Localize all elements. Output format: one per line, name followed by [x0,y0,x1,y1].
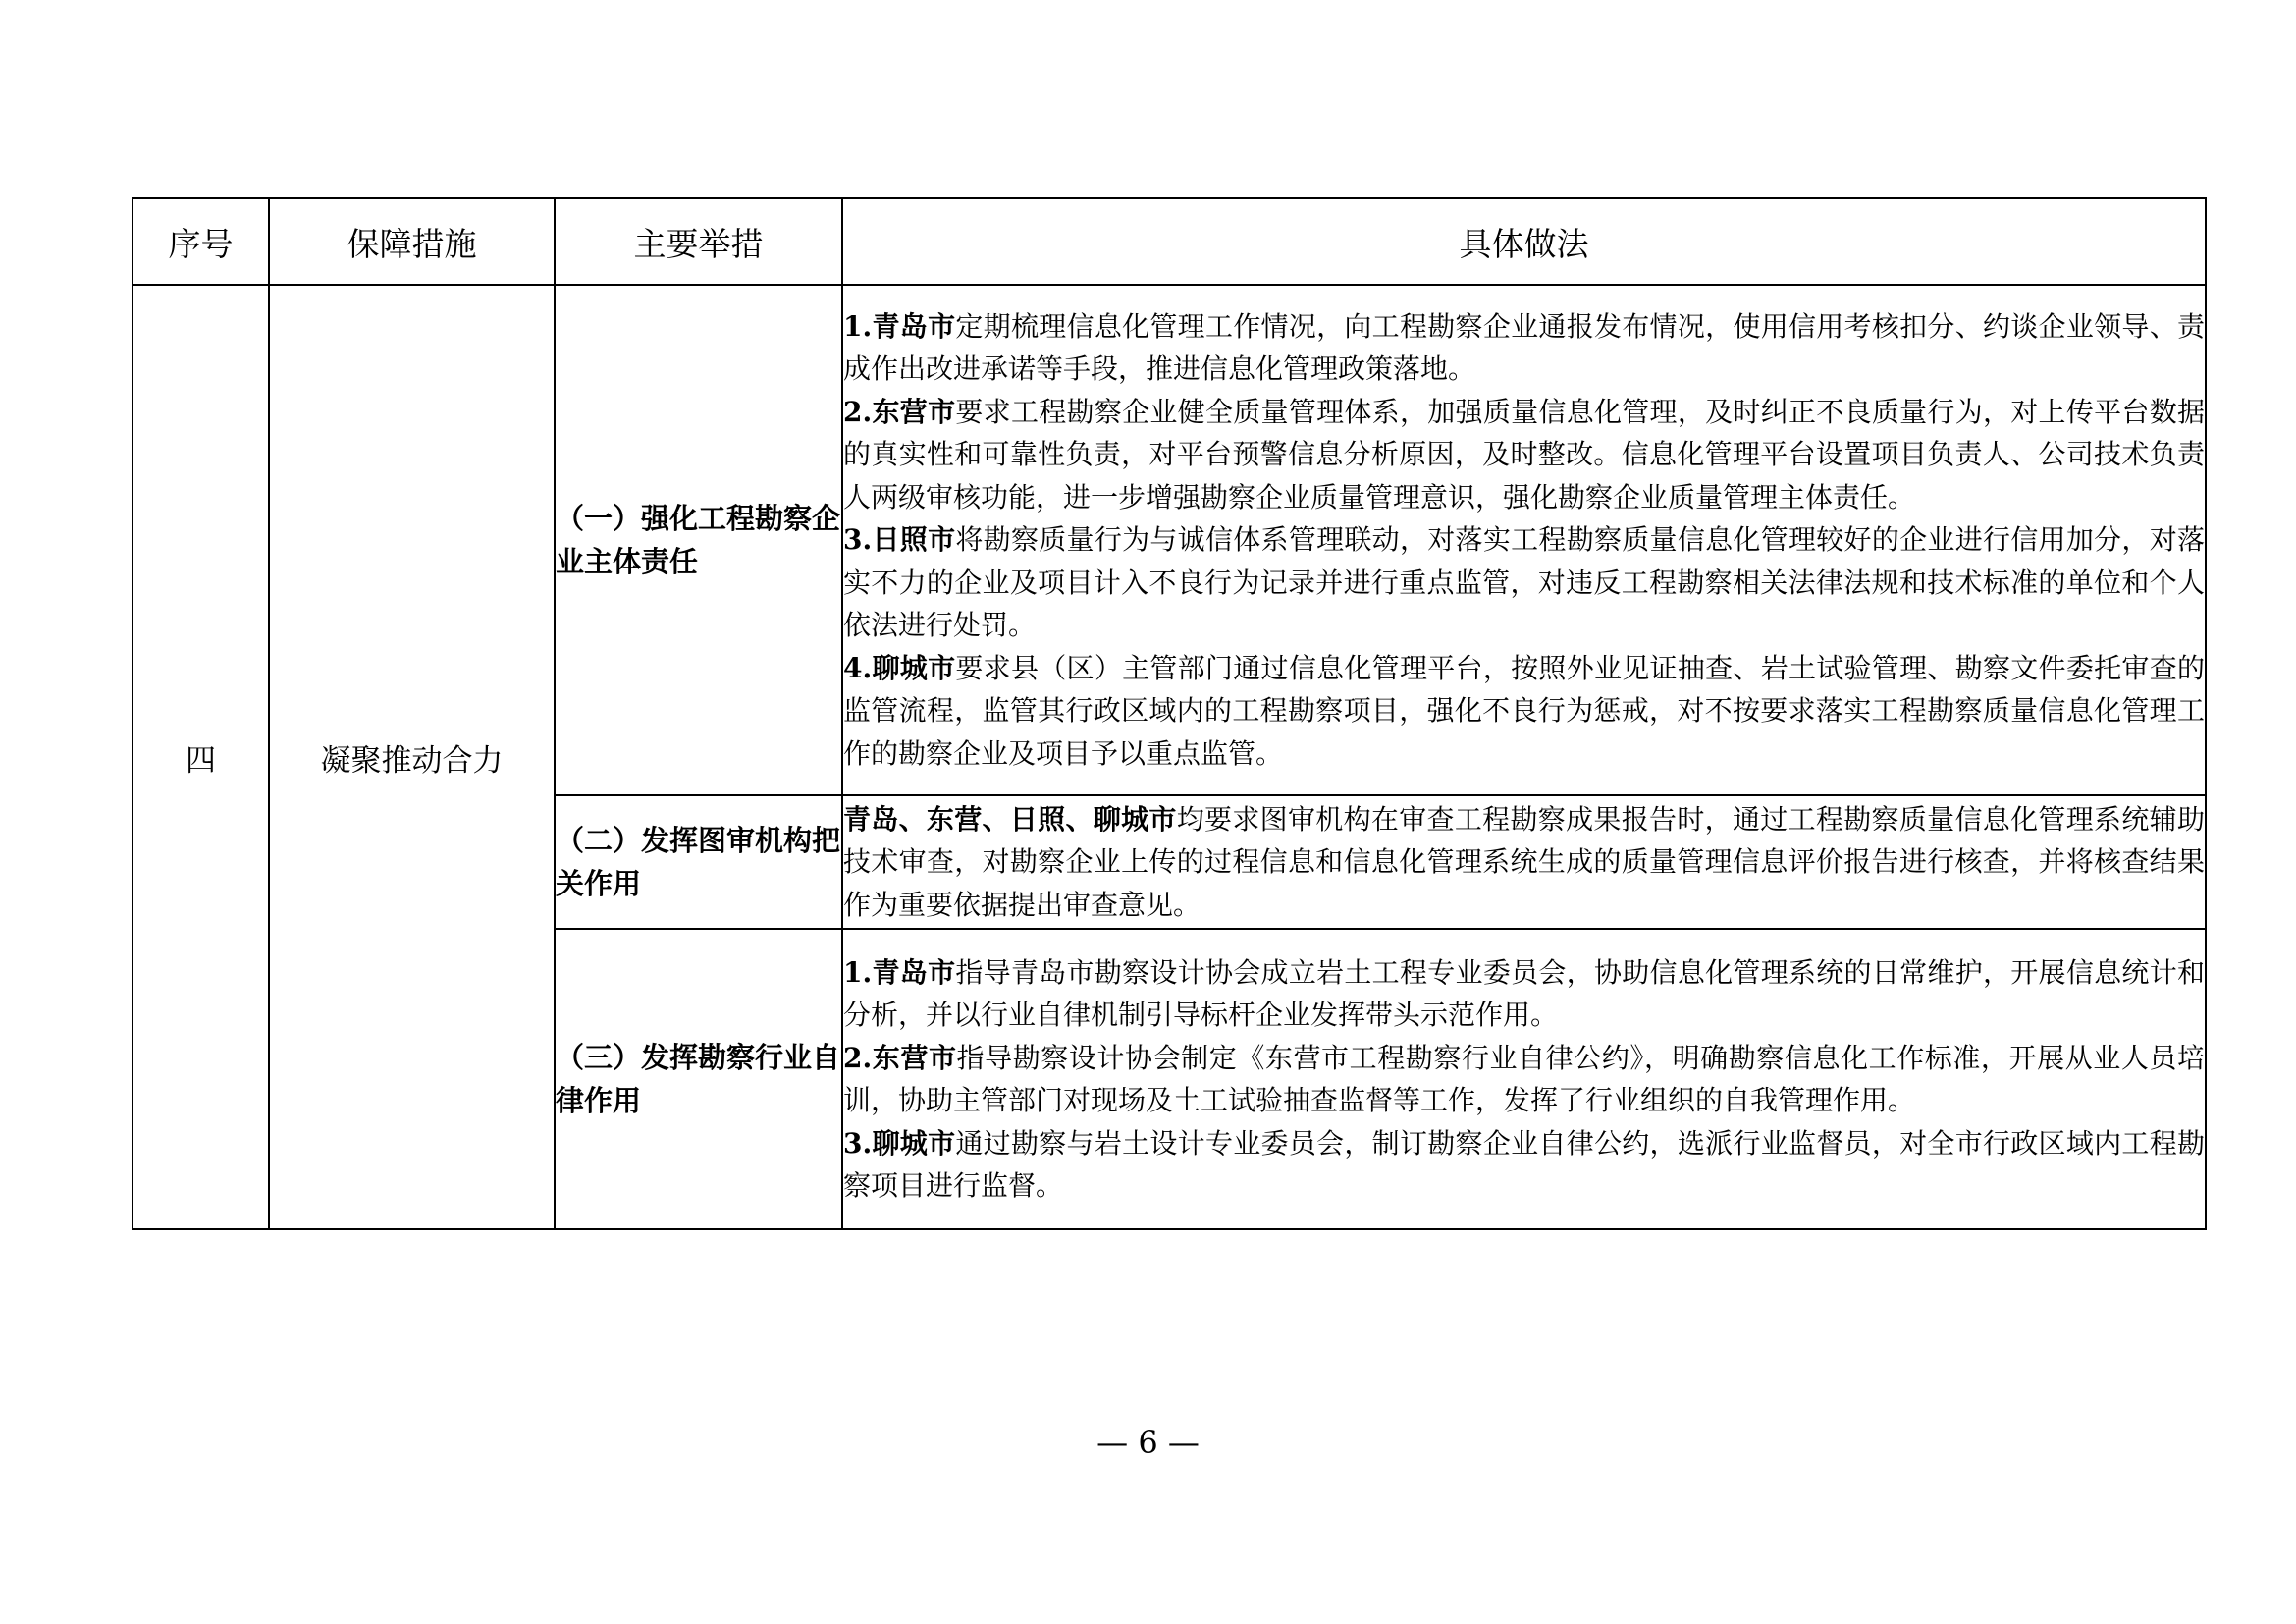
detail-point [843,798,2205,927]
detail-point [843,951,2205,1037]
point-city: 青岛市 [872,309,956,343]
header-row [133,198,2206,285]
point-city: 东营市 [872,1041,957,1074]
point-number: 4. [843,651,873,684]
detail-point [843,305,2205,391]
point-text: 要求工程勘察企业健全质量管理体系，加强质量信息化管理，及时纠正不良质量行为，对上传平台数据的真实性和可靠性负责，对平台预警信息分析原因，及时整改。信息化管理平台设置项目负责人、公司技术负责人两级审核功能，进一步增强勘察企业质量管理意识，强化勘察企业质量管理主体责任。 [843,395,2205,514]
table-row [133,285,2206,795]
point-text: 指导勘察设计协会制定《东营市工程勘察行业自律公约》，明确勘察信息化工作标准，开展从业人员培训，协助主管部门对现场及土工试验抽查监督等工作，发挥了行业组织的自我管理作用。 [843,1041,2205,1116]
header-measure: 主要举措 [555,198,842,285]
detail-point [843,647,2205,776]
detail-point [843,1122,2205,1208]
point-text: 指导青岛市勘察设计协会成立岩土工程专业委员会，协助信息化管理系统的日常维护，开展信息统计和分析，并以行业自律机制引导标杆企业发挥带头示范作用。 [843,955,2205,1031]
point-number: 1. [843,955,873,989]
detail-cell [842,929,2206,1229]
detail-cell [842,795,2206,929]
point-text: 定期梳理信息化管理工作情况，向工程勘察企业通报发布情况，使用信用考核扣分、约谈企业领导、责成作出改进承诺等手段，推进信息化管理政策落地。 [843,309,2205,386]
point-city: 聊城市 [872,1126,956,1160]
point-text: 通过勘察与岩土设计专业委员会，制订勘察企业自律公约，选派行业监督员，对全市行政区域内工程勘察项目进行监督。 [843,1126,2205,1202]
measure-cell: （三）发挥勘察行业自律作用 [555,929,842,1229]
measure-cell: （二）发挥图审机构把关作用 [555,795,842,929]
detail-cell [842,285,2206,795]
detail-point [843,518,2205,647]
point-text: 将勘察质量行为与诚信体系管理联动，对落实工程勘察质量信息化管理较好的企业进行信用加分，对落实不力的企业及项目计入不良行为记录并进行重点监管，对违反工程勘察相关法律法规和技术标准的单位和个人依法进行处罚。 [843,523,2205,642]
point-number: 3. [843,523,873,557]
header-seq: 序号 [133,198,269,285]
point-text: 要求县（区）主管部门通过信息化管理平台，按照外业见证抽查、岩土试验管理、勘察文件委托审查的监管流程，监管其行政区域内的工程勘察项目，强化不良行为惩戒，对不按要求落实工程勘察质量信息化管理工作的勘察企业及项目予以重点监管。 [843,651,2205,770]
header-category: 保障措施 [269,198,555,285]
point-city: 日照市 [872,523,956,557]
point-number: 2. [843,395,873,428]
page-number: — 6 — [1096,1424,1200,1461]
measure-cell: （一）强化工程勘察企业主体责任 [555,285,842,795]
category-cell: 凝聚推动合力 [269,285,555,1229]
seq-cell: 四 [133,285,269,1229]
measures-table [132,197,2207,1230]
point-city: 青岛市 [872,955,956,989]
point-city: 东营市 [872,395,956,428]
point-number: 3. [843,1126,873,1160]
detail-point [843,391,2205,519]
point-city: 聊城市 [872,651,956,684]
point-city: 青岛、东营、日照、聊城市 [843,802,1177,836]
point-number: 2. [843,1041,873,1074]
point-text: 均要求图审机构在审查工程勘察成果报告时，通过工程勘察质量信息化管理系统辅助技术审查，对勘察企业上传的过程信息和信息化管理系统生成的质量管理信息评价报告进行核查，并将核查结果作为重要依据提出审查意见。 [843,802,2205,921]
detail-point [843,1037,2205,1122]
header-detail: 具体做法 [842,198,2206,285]
point-number: 1. [843,309,873,343]
